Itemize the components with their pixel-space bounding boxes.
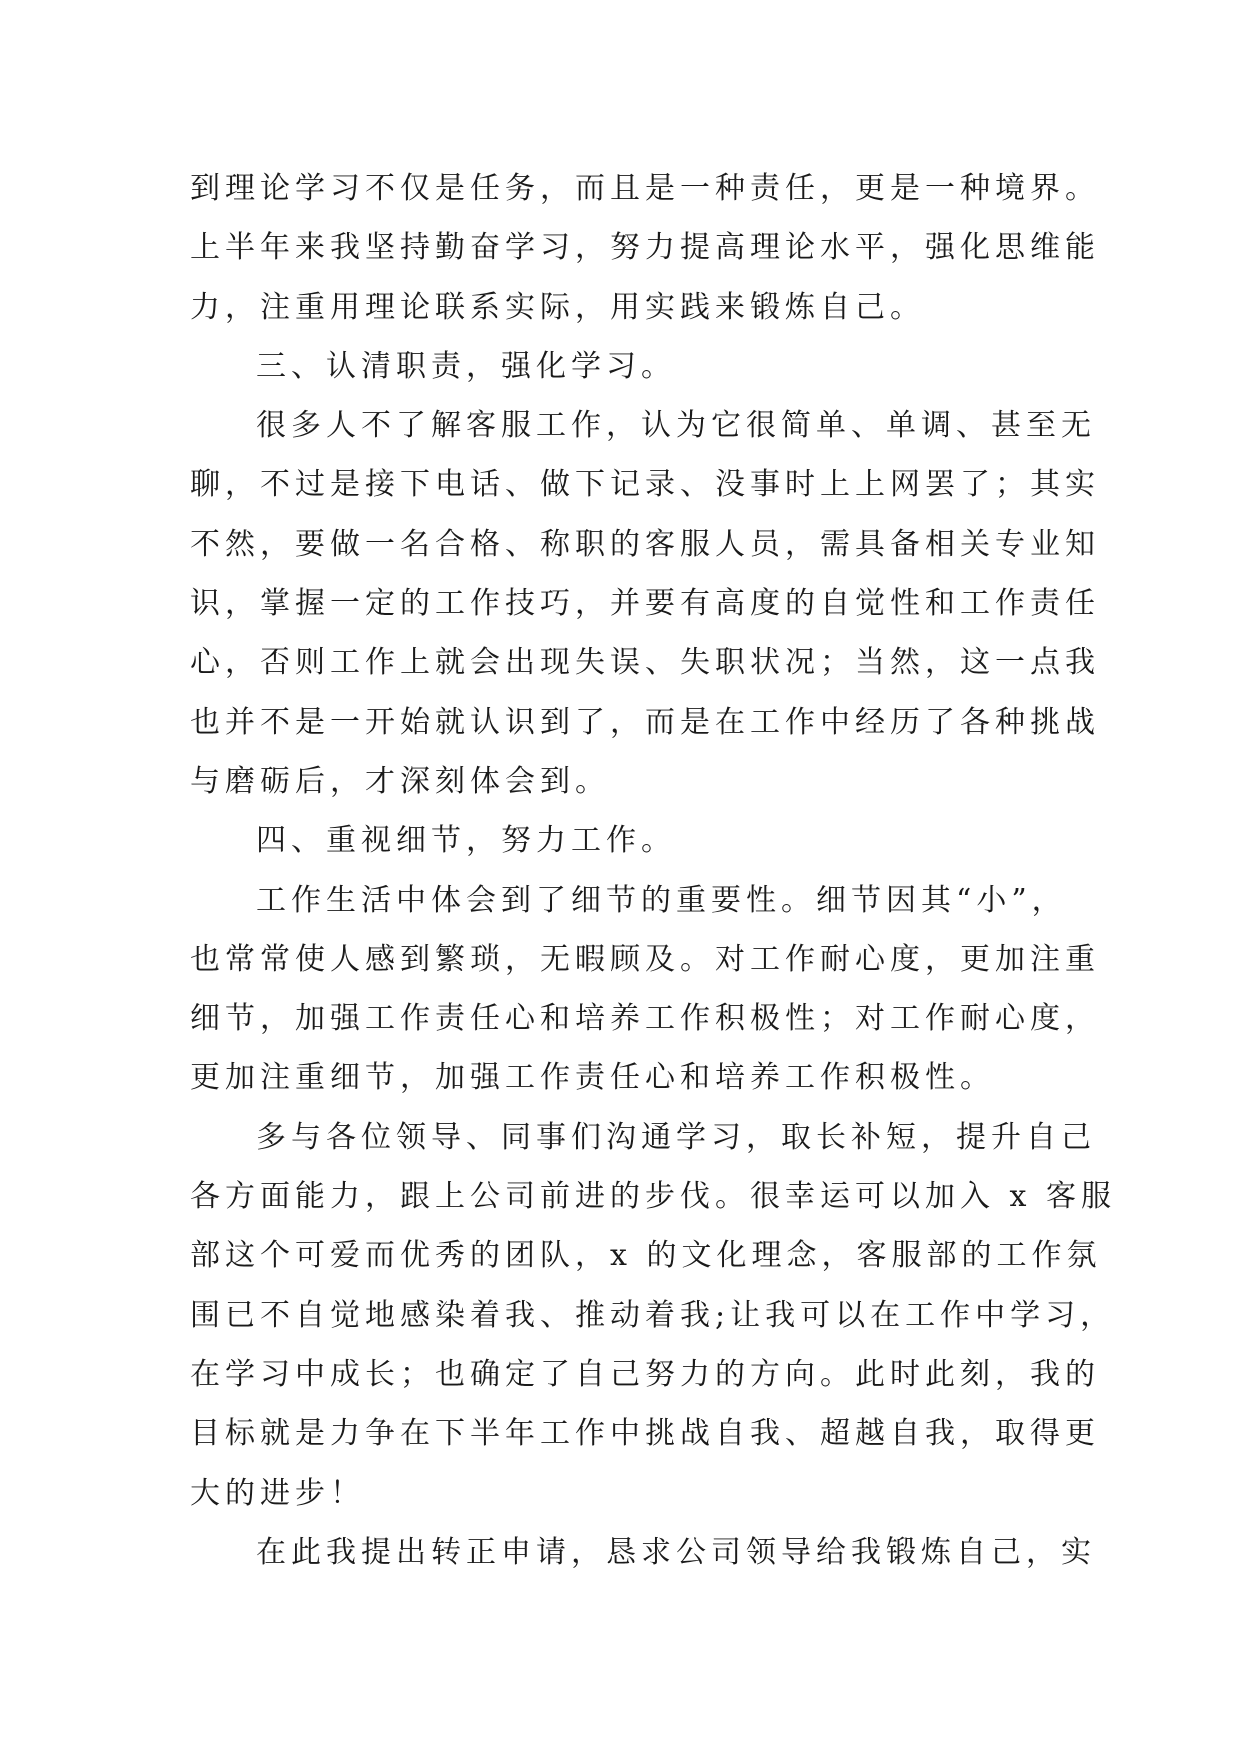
text-line: 不然，要做一名合格、称职的客服人员，需具备相关专业知 — [190, 526, 1100, 562]
text-line: 更加注重细节，加强工作责任心和培养工作积极性。 — [190, 1060, 995, 1096]
document-body — [190, 159, 1116, 1582]
text-line: 也常常使人感到繁琐，无暇顾及。对工作耐心度，更加注重 — [190, 941, 1100, 977]
text-line: 大的进步！ — [190, 1475, 365, 1511]
text-line: 到理论学习不仅是任务，而且是一种责任，更是一种境界。 — [190, 171, 1100, 206]
section-heading: 三、认清职责，强化学习。 — [256, 348, 676, 384]
text-line: 聊，不过是接下电话、做下记录、没事时上上网罢了；其实 — [190, 467, 1100, 503]
text-line: 力，注重用理论联系实际，用实践来锻炼自己。 — [190, 289, 925, 325]
text-line: 细节，加强工作责任心和培养工作积极性；对工作耐心度， — [190, 1001, 1100, 1037]
text-line: 多与各位领导、同事们沟通学习，取长补短，提升自己 — [256, 1119, 1096, 1155]
text-line: 部这个可爱而优秀的团队，x 的文化理念，客服部的工作氛 — [190, 1238, 1102, 1274]
text-line: 也并不是一开始就认识到了，而是在工作中经历了各种挑战 — [190, 704, 1100, 740]
text-line: 很多人不了解客服工作，认为它很简单、单调、甚至无 — [256, 408, 1096, 444]
text-line: 目标就是力争在下半年工作中挑战自我、超越自我，取得更 — [190, 1416, 1100, 1452]
text-line: 在此我提出转正申请，恳求公司领导给我锻炼自己，实 — [256, 1534, 1096, 1570]
text-line: 围已不自觉地感染着我、推动着我;让我可以在工作中学习， — [190, 1297, 1116, 1333]
text-line: 与磨砺后，才深刻体会到。 — [190, 763, 610, 799]
section-heading: 四、重视细节，努力工作。 — [256, 823, 676, 859]
text-line: 上半年来我坚持勤奋学习，努力提高理论水平，强化思维能 — [190, 230, 1100, 266]
text-line: 识，掌握一定的工作技巧，并要有高度的自觉性和工作责任 — [190, 586, 1100, 622]
text-line: 工作生活中体会到了细节的重要性。细节因其“小”， — [256, 882, 1067, 918]
text-line: 心，否则工作上就会出现失误、失职状况；当然，这一点我 — [190, 645, 1100, 681]
text-line: 在学习中成长；也确定了自己努力的方向。此时此刻，我的 — [190, 1356, 1100, 1392]
text-line: 各方面能力，跟上公司前进的步伐。很幸运可以加入 x 客服 — [190, 1179, 1116, 1215]
